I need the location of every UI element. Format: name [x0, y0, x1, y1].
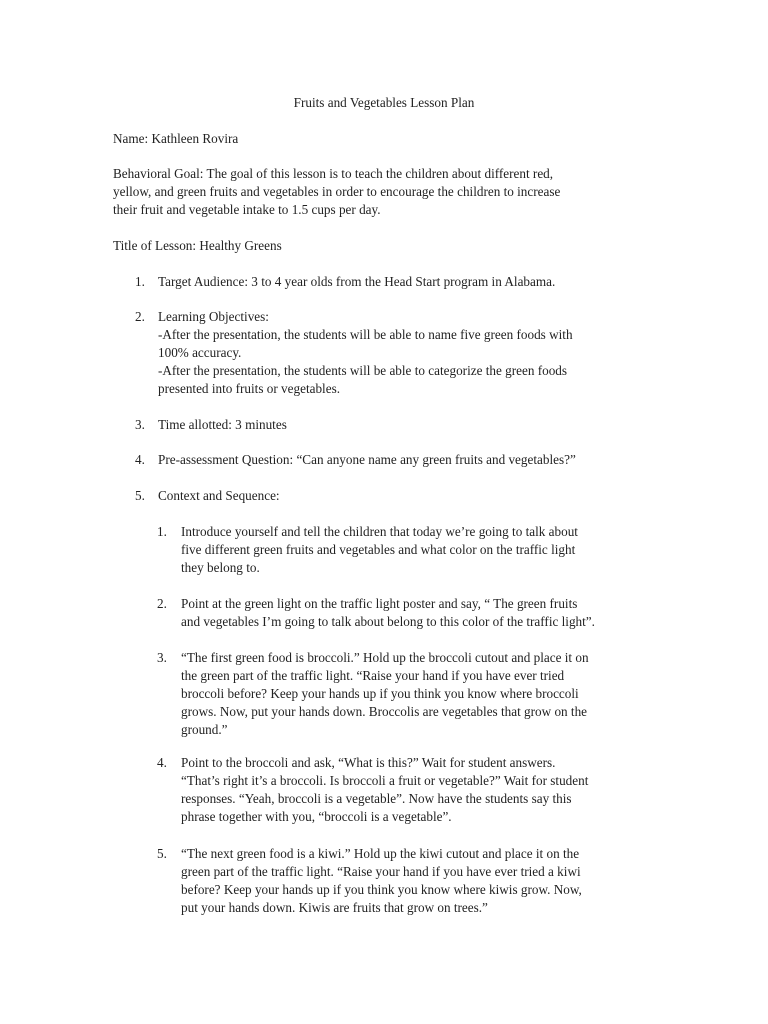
text-line: Context and Sequence: [158, 488, 280, 503]
goal-line: Behavioral Goal: The goal of this lesson is to teach the children about different red, [113, 166, 554, 181]
text-line: and vegetables I’m going to talk about belong to this color of the traffic light”. [181, 614, 595, 629]
sub-list-item-text [181, 595, 666, 631]
document-title: Fruits and Vegetables Lesson Plan [293, 95, 475, 110]
list-item-number: 4. [135, 452, 145, 467]
text-line: -After the presentation, the students will be able to categorize the green foods [158, 363, 568, 378]
text-line: phrase together with you, “broccoli is a vegetable”. [181, 809, 452, 824]
sub-list-item-number: 1. [157, 524, 167, 539]
behavioral-goal [113, 165, 633, 219]
text-line: put your hands down. Kiwis are fruits that grow on trees.” [181, 900, 488, 915]
text-line: Pre-assessment Question: “Can anyone name any green fruits and vegetables?” [158, 452, 576, 467]
sub-list-item-text [181, 523, 666, 577]
text-line: presented into fruits or vegetables. [158, 381, 341, 396]
text-line: they belong to. [181, 560, 260, 575]
text-line: broccoli before? Keep your hands up if you think you know where broccoli [181, 686, 579, 701]
list-item-text [158, 273, 648, 291]
sub-list-item-number: 3. [157, 650, 167, 665]
goal-line: their fruit and vegetable intake to 1.5 cups per day. [113, 202, 381, 217]
list-item-text [158, 487, 648, 505]
text-line: Learning Objectives: [158, 309, 269, 324]
sub-list-item-number: 5. [157, 846, 167, 861]
list-item-text [158, 416, 648, 434]
text-line: Time allotted: 3 minutes [158, 417, 287, 432]
list-item-text [158, 451, 648, 469]
sub-list-item-text [181, 845, 666, 917]
list-item-number: 3. [135, 417, 145, 432]
text-line: before? Keep your hands up if you think you know where kiwis grow. Now, [181, 882, 582, 897]
lesson-title: Title of Lesson: Healthy Greens [113, 238, 282, 253]
author-name: Name: Kathleen Rovira [113, 131, 239, 146]
text-line: “The next green food is a kiwi.” Hold up the kiwi cutout and place it on the [181, 846, 580, 861]
text-line: grows. Now, put your hands down. Broccolis are vegetables that grow on the [181, 704, 588, 719]
text-line: ground.” [181, 722, 228, 737]
text-line: the green part of the traffic light. “Raise your hand if you have ever tried [181, 668, 565, 683]
text-line: “The first green food is broccoli.” Hold up the broccoli cutout and place it on [181, 650, 589, 665]
text-line: Point at the green light on the traffic light poster and say, “ The green fruits [181, 596, 578, 611]
text-line: “That’s right it’s a broccoli. Is broccoli a fruit or vegetable?” Wait for student [181, 773, 589, 788]
sub-list-item-text [181, 649, 666, 739]
text-line: five different green fruits and vegetables and what color on the traffic light [181, 542, 576, 557]
list-item-number: 5. [135, 488, 145, 503]
text-line: -After the presentation, the students will be able to name five green foods with [158, 327, 573, 342]
text-line: 100% accuracy. [158, 345, 242, 360]
text-line: Point to the broccoli and ask, “What is this?” Wait for student answers. [181, 755, 556, 770]
text-line: Target Audience: 3 to 4 year olds from the Head Start program in Alabama. [158, 274, 556, 289]
sub-list-item-text [181, 754, 666, 826]
sub-list-item-number: 2. [157, 596, 167, 611]
text-line: responses. “Yeah, broccoli is a vegetable”. Now have the students say this [181, 791, 572, 806]
sub-list-item-number: 4. [157, 755, 167, 770]
list-item-number: 2. [135, 309, 145, 324]
text-line: green part of the traffic light. “Raise your hand if you have ever tried a kiwi [181, 864, 581, 879]
list-item-text [158, 308, 648, 398]
goal-line: yellow, and green fruits and vegetables in order to encourage the children to increase [113, 184, 561, 199]
text-line: Introduce yourself and tell the children that today we’re going to talk about [181, 524, 578, 539]
list-item-number: 1. [135, 274, 145, 289]
